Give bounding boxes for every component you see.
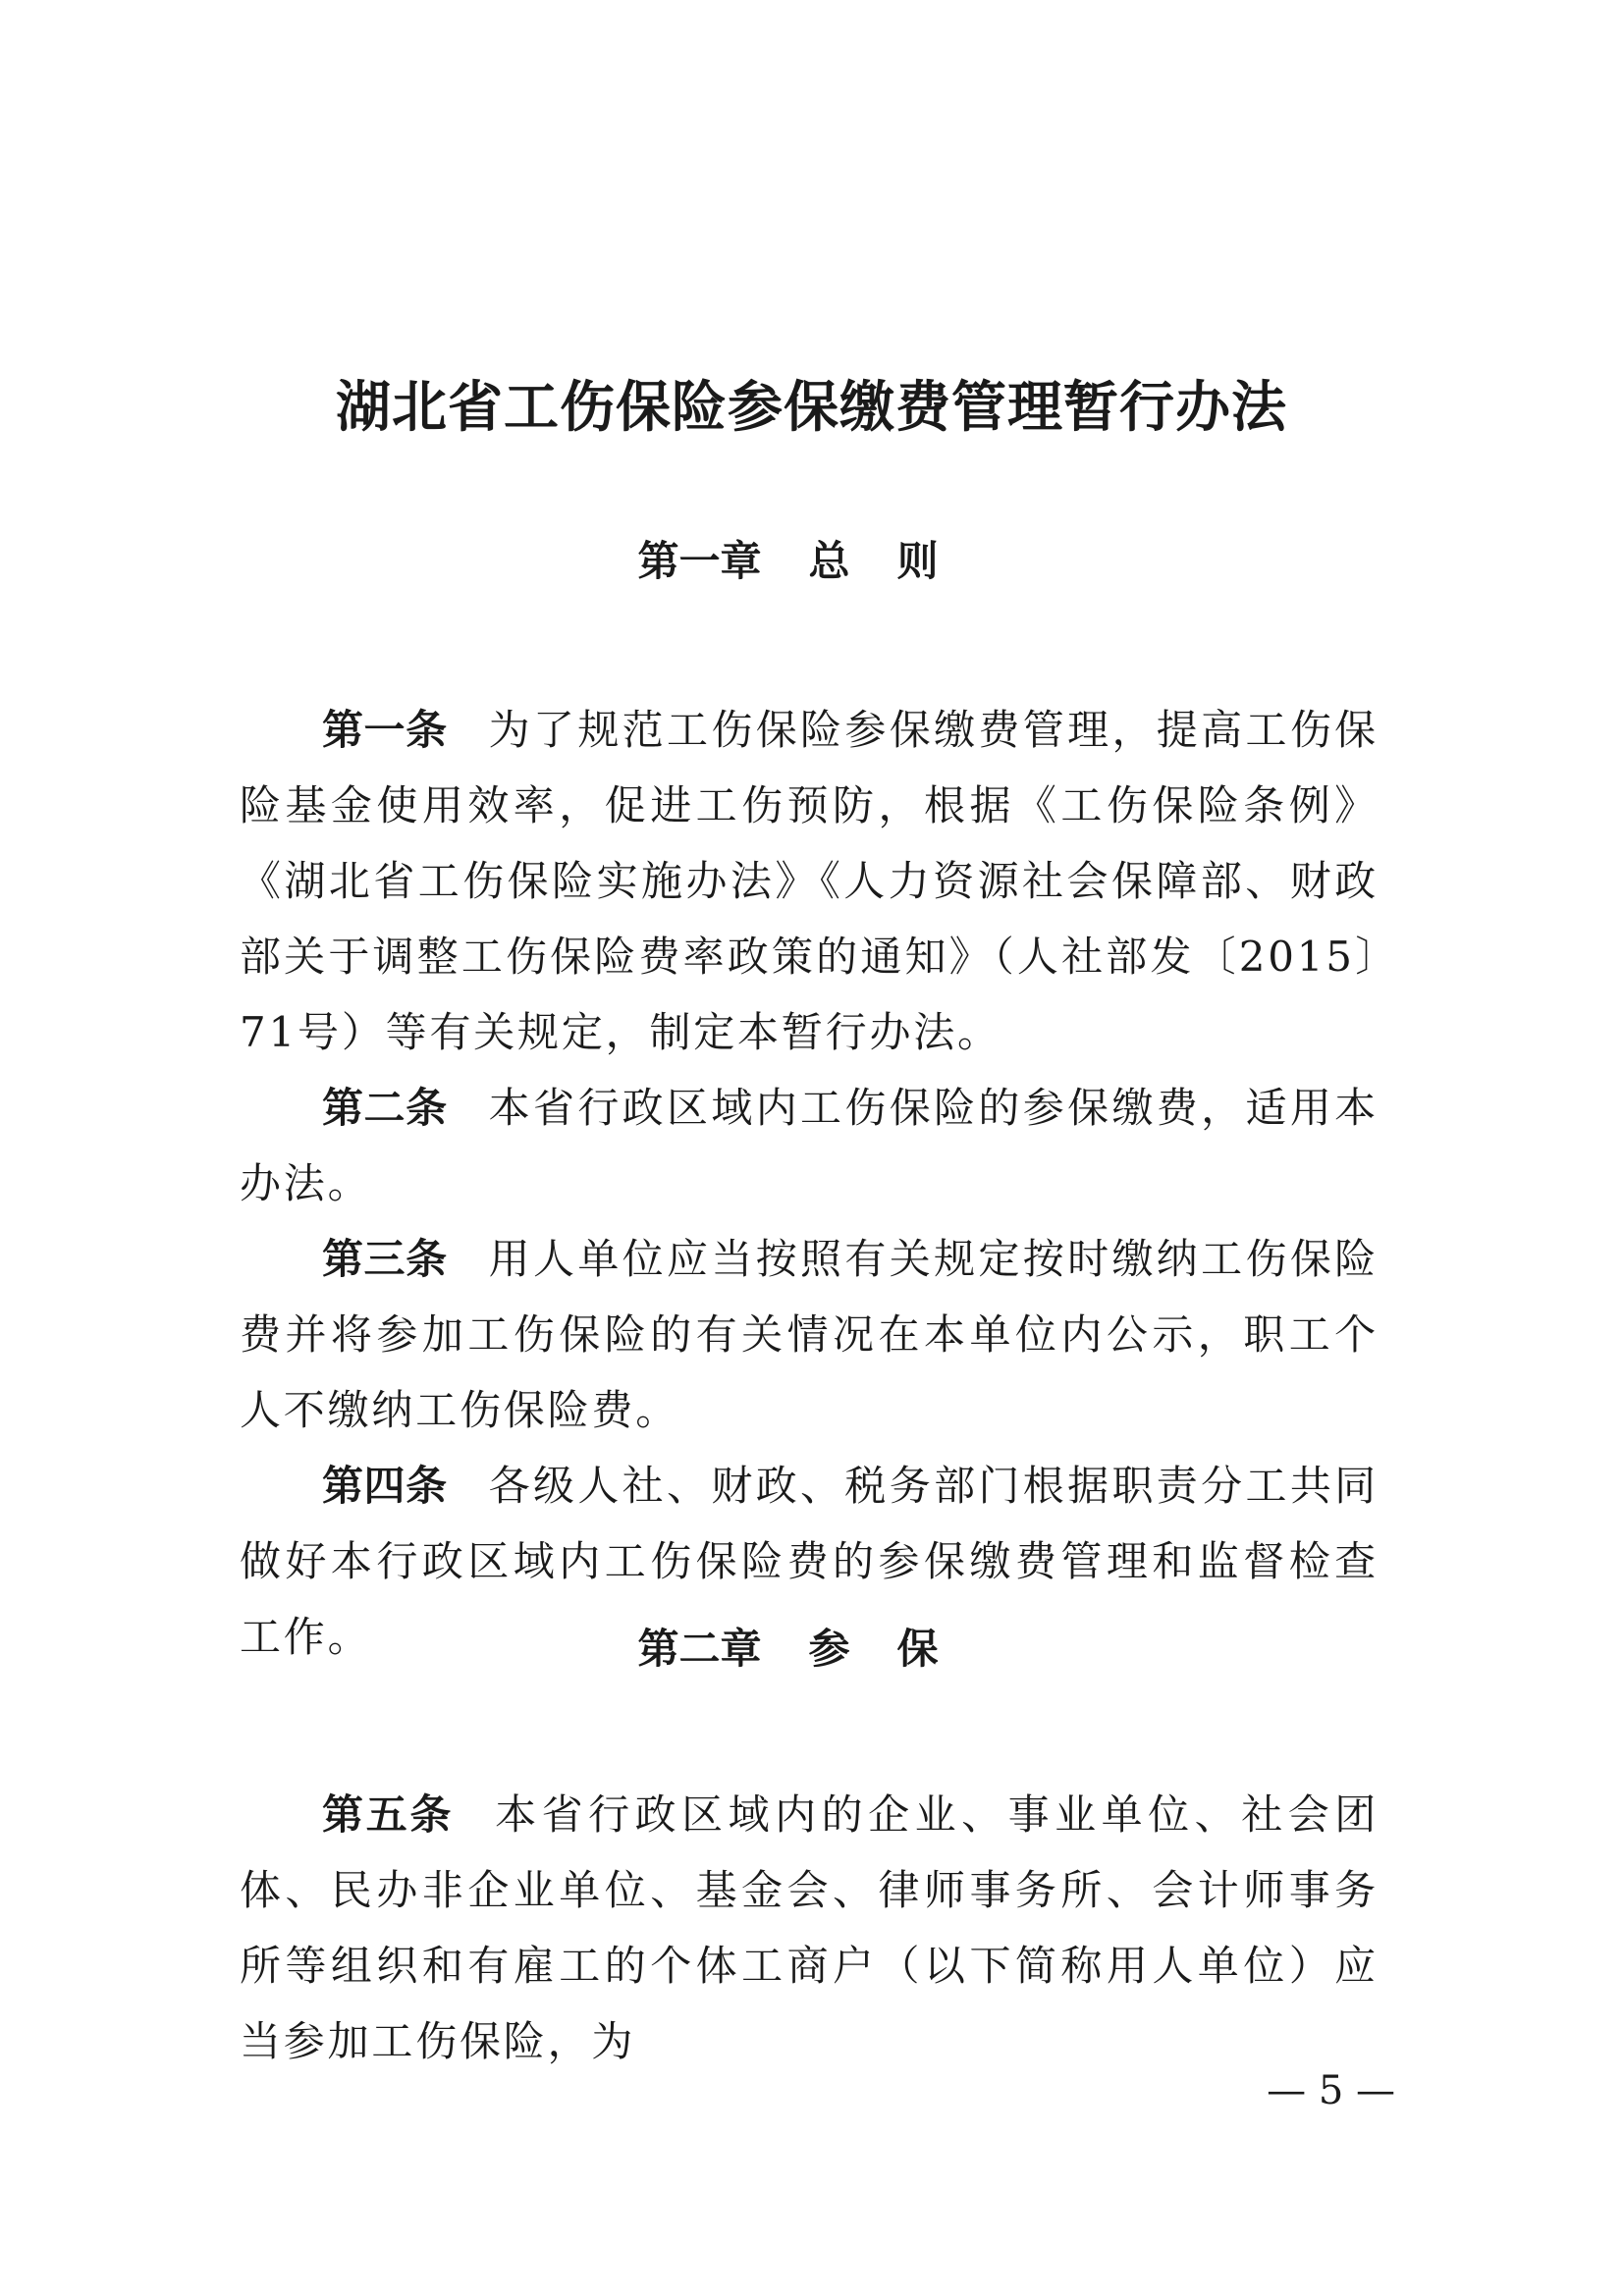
chapter-number: 第二章	[637, 1625, 762, 1673]
article-label: 第五条	[322, 1790, 455, 1839]
article-label: 第二条	[322, 1084, 448, 1132]
article-text: 为了规范工伤保险参保缴费管理，提高工伤保险基金使用效率，促进工伤预防，根据《工伤保险条例》《湖北省工伤保险实施办法》《人力资源社会保障部、财政部关于调整工伤保险费率政策的通知》（人社部发〔2015〕71号）等有关规定，制定本暂行办法。	[240, 706, 1379, 1056]
article-text: 本省行政区域内工伤保险的参保缴费，适用本办法。	[240, 1084, 1379, 1207]
article-1	[240, 692, 1379, 1070]
chapter-number: 第一章	[637, 537, 762, 585]
article-3	[240, 1221, 1379, 1448]
chapter-1-body	[240, 692, 1379, 1675]
article-2	[240, 1070, 1379, 1221]
document-title: 湖北省工伤保险参保缴费管理暂行办法	[336, 375, 1287, 440]
article-text: 本省行政区域内的企业、事业单位、社会团体、民办非企业单位、基金会、律师事务所、会计师事务所等组织和有雇工的个体工商户（以下简称用人单位）应当参加工伤保险，为	[240, 1790, 1379, 2065]
chapter-heading-1	[0, 532, 1623, 591]
chapter-heading-2	[0, 1620, 1623, 1679]
article-text: 用人单位应当按照有关规定按时缴纳工伤保险费并将参加工伤保险的有关情况在本单位内公示，职工个人不缴纳工伤保险费。	[240, 1235, 1379, 1434]
page-number: — 5 —	[1267, 2068, 1395, 2113]
article-label: 第三条	[322, 1235, 448, 1283]
article-5	[240, 1777, 1379, 2079]
chapter-name: 参保	[808, 1625, 986, 1673]
chapter-2-body	[240, 1777, 1379, 2079]
chapter-name: 总则	[808, 537, 986, 585]
article-label: 第四条	[322, 1462, 448, 1510]
article-text: 各级人社、财政、税务部门根据职责分工共同做好本行政区域内工伤保险费的参保缴费管理和监督检查工作。	[240, 1462, 1379, 1661]
article-label: 第一条	[322, 706, 448, 754]
